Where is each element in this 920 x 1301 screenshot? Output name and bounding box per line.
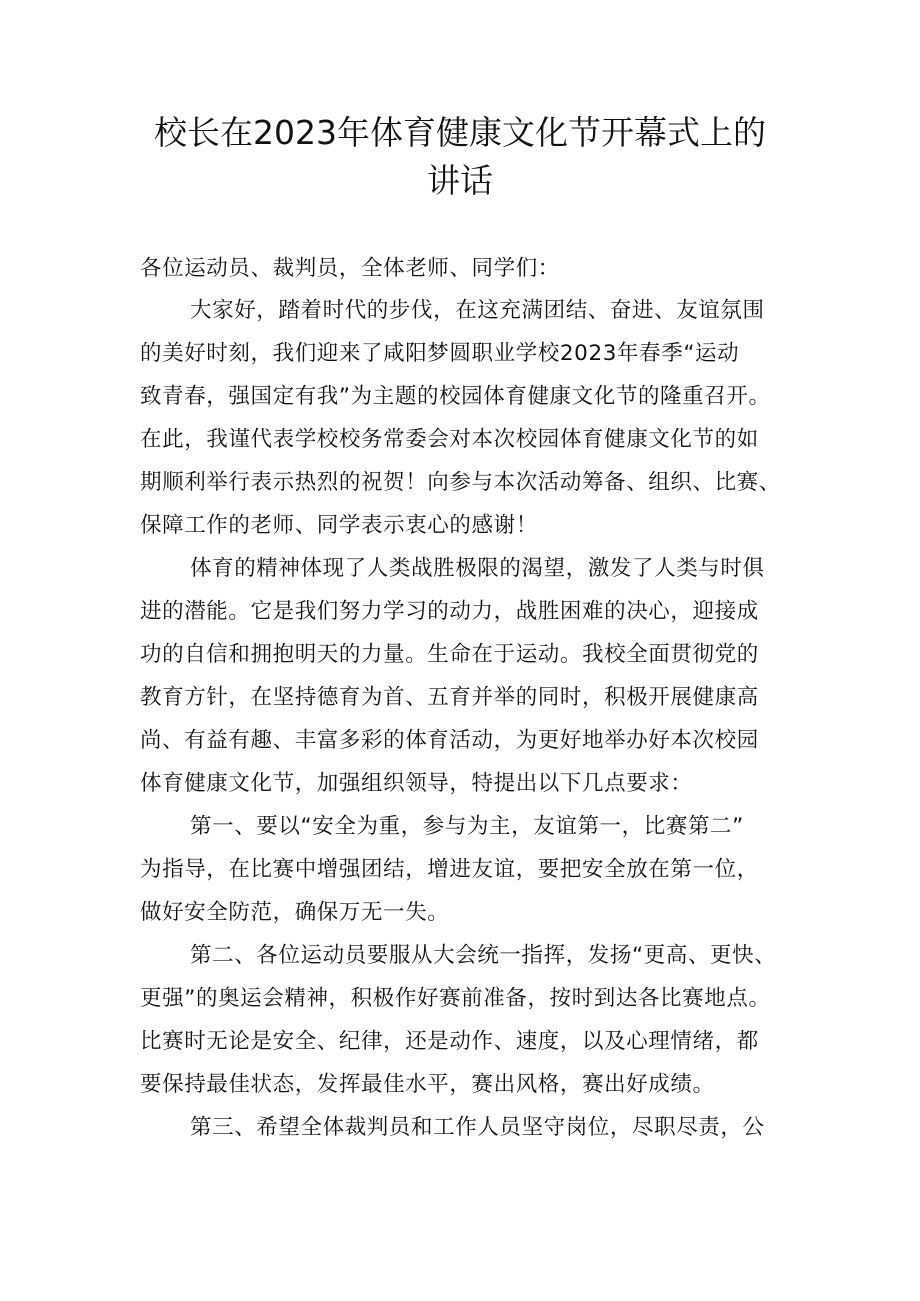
paragraph-line: 在此，我谨代表学校校务常委会对本次校园体育健康文化节的如 <box>140 427 759 452</box>
paragraph-line: 第三、希望全体裁判员和工作人员坚守岗位，尽职尽责，公 <box>190 1115 765 1140</box>
paragraph-line: 的美好时刻，我们迎来了咸阳梦圆职业学校2023年春季“运动 <box>140 341 740 366</box>
paragraph-line: 体育健康文化节，加强组织领导，特提出以下几点要求： <box>140 771 693 796</box>
paragraph-line: 进的潜能。它是我们努力学习的动力，战胜困难的决心，迎接成 <box>140 599 759 624</box>
salutation: 各位运动员、裁判员，全体老师、同学们： <box>140 256 560 281</box>
paragraph-line: 尚、有益有趣、丰富多彩的体育活动，为更好地举办好本次校园 <box>140 728 759 753</box>
paragraph-line: 要保持最佳状态，发挥最佳水平，赛出风格，赛出好成绩。 <box>140 1072 715 1097</box>
paragraph-line: 第一、要以“安全为重，参与为主，友谊第一，比赛第二” <box>190 814 744 839</box>
paragraph-line: 保障工作的老师、同学表示衷心的感谢！ <box>140 513 538 538</box>
paragraph-line: 大家好，踏着时代的步伐，在这充满团结、奋进、友谊氛围 <box>190 298 765 323</box>
paragraph-line: 比赛时无论是安全、纪律，还是动作、速度，以及心理情绪，都 <box>140 1029 759 1054</box>
paragraph-line: 更强”的奥运会精神，积极作好赛前准备，按时到达各比赛地点。 <box>140 986 771 1011</box>
paragraph-line: 期顺利举行表示热烈的祝贺！向参与本次活动筹备、组织、比赛、 <box>140 470 781 495</box>
paragraph-line: 功的自信和拥抱明天的力量。生命在于运动。我校全面贯彻党的 <box>140 642 759 667</box>
document-title-line-2: 讲话 <box>427 161 493 200</box>
paragraph-line: 做好安全防范，确保万无一失。 <box>140 900 450 925</box>
document-title-line-1: 校长在2023年体育健康文化节开幕式上的 <box>154 113 766 152</box>
paragraph-line: 教育方针，在坚持德育为首、五育并举的同时，积极开展健康高 <box>140 685 759 710</box>
paragraph-line: 第二、各位运动员要服从大会统一指挥，发扬“更高、更快、 <box>190 943 777 968</box>
paragraph-line: 致青春，强国定有我”为主题的校园体育健康文化节的隆重召开。 <box>140 384 771 409</box>
paragraph-line: 体育的精神体现了人类战胜极限的渴望，激发了人类与时俱 <box>190 556 765 581</box>
paragraph-line: 为指导，在比赛中增强团结，增进友谊，要把安全放在第一位， <box>140 857 759 882</box>
